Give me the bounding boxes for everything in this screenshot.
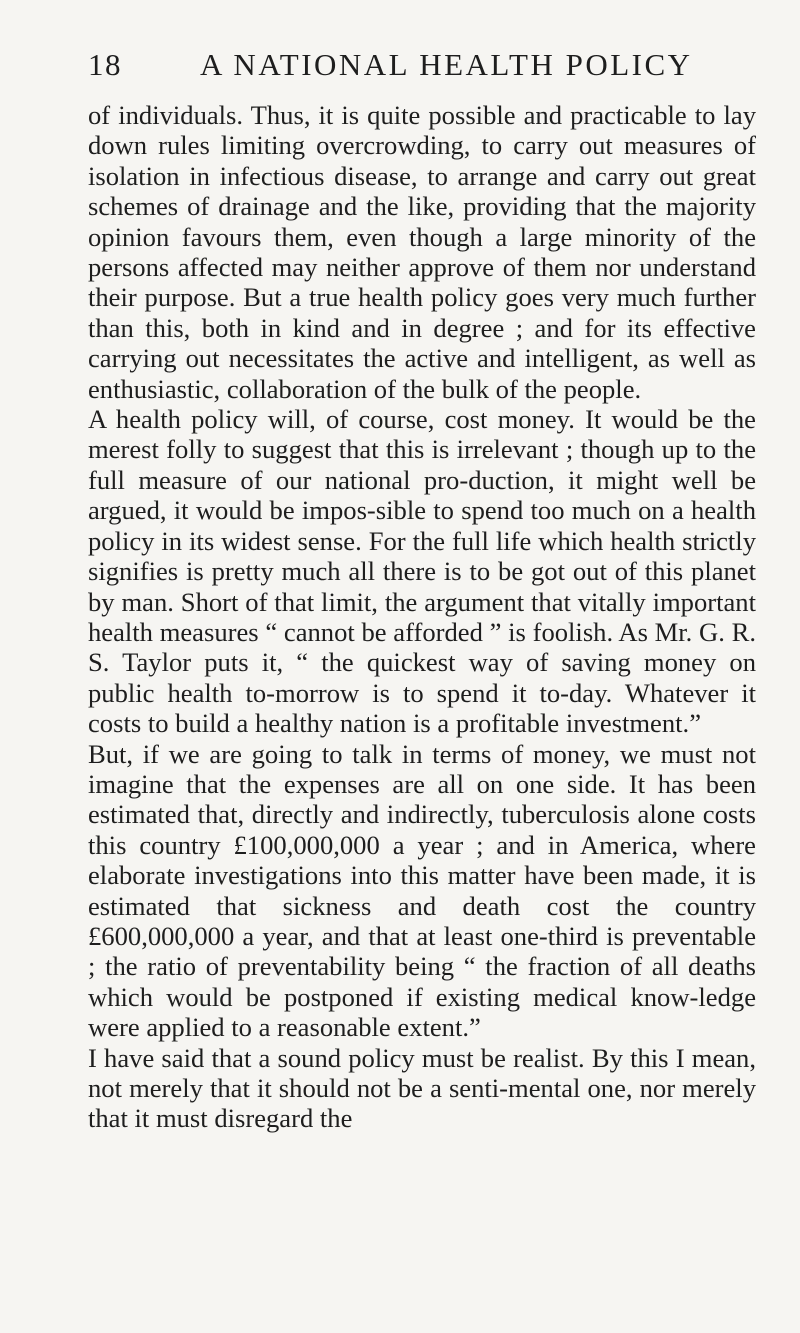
paragraph: But, if we are going to talk in terms of money, we must not imagine that the expenses are all on one side. It has been estimated that, directly and indirectly, tuberculosis alone costs this country £100,000,000 a year ; and in America, where elaborate investigations into this matter have been made, it is estimated that sickness and death cost the country £600,000,000 a year, and that at least one-third is preventable ; the ratio of preventability being “ the fraction of all deaths which would be postponed if existing medical know-ledge were applied to a reasonable extent.” — [88, 738, 756, 1043]
paragraph: of individuals. Thus, it is quite possible and practicable to lay down rules limiting overcrowding, to carry out measures of isolation in infectious disease, to arrange and carry out great schemes of drainage and the like, providing that the majority opinion favours them, even though a large minority of the persons affected may neither approve of them nor understand their purpose. But a true health policy goes very much further than this, both in kind and in degree ; and for its effective carrying out necessitates the active and intelligent, as well as enthusiastic, collaboration of the bulk of the people. — [88, 100, 756, 404]
body-text — [88, 100, 756, 1134]
paragraph: I have said that a sound policy must be realist. By this I mean, not merely that it should not be a senti-mental one, nor merely that it must disregard the — [88, 1042, 756, 1134]
paragraph: A health policy will, of course, cost money. It would be the merest folly to suggest that this is irrelevant ; though up to the full measure of our national pro-duction, it might well be argued, it would be impos-sible to spend too much on a health policy in its widest sense. For the full life which health strictly signifies is pretty much all there is to be got out of this planet by man. Short of that limit, the argument that vitally important health measures “ cannot be afforded ” is foolish. As Mr. G. R. S. Taylor puts it, “ the quickest way of saving money on public health to-morrow is to spend it to-day. Whatever it costs to build a healthy nation is a profitable investment.” — [88, 404, 756, 739]
page-number: 18 — [88, 47, 122, 82]
page-header — [88, 44, 756, 86]
book-page — [88, 44, 756, 1134]
running-title: A NATIONAL HEALTH POLICY — [200, 47, 693, 82]
